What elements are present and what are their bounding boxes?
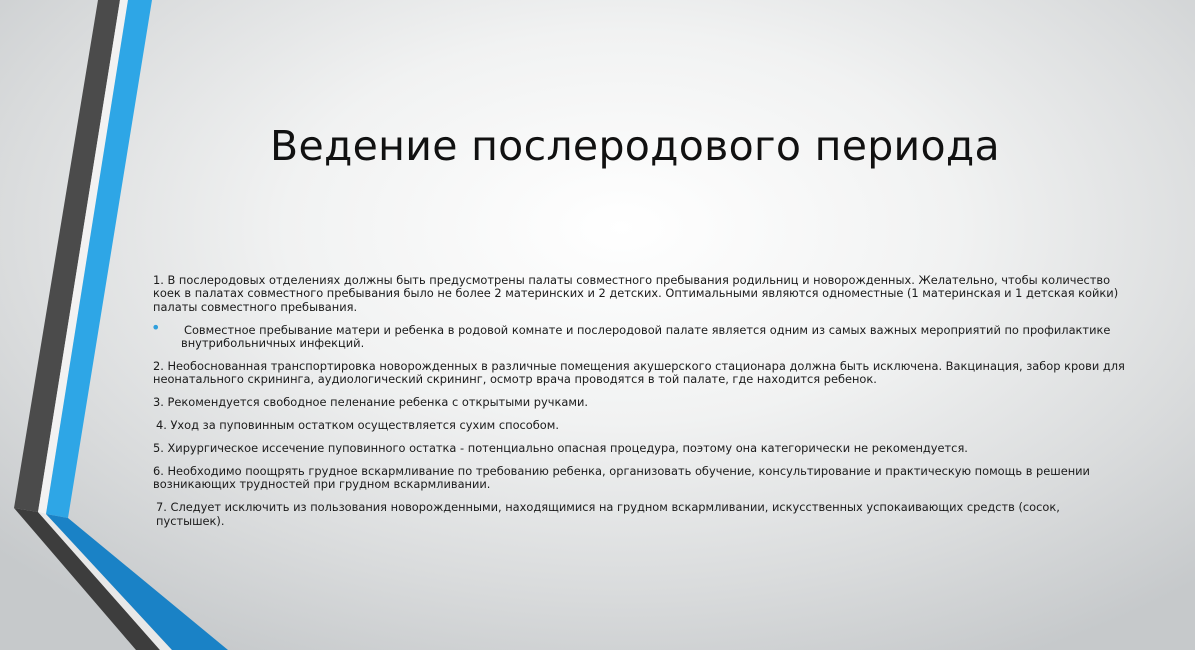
bullet-dot-icon: • (151, 317, 161, 337)
white-gap-lower (38, 512, 172, 650)
paragraph-3: 3. Рекомендуется свободное пеленание ребенка с открытыми ручками. (153, 395, 588, 410)
paragraph-4: 4. Уход за пуповинным остатком осуществляется сухим способом. (156, 418, 559, 433)
paragraph-6: 6. Необходимо поощрять грудное вскармливание по требованию ребенка, организовать обучение, консультирование и практическую помощь в решении возникающих трудностей при грудном вскармливании. (153, 464, 1090, 492)
slide-title: Ведение послеродового периода (270, 122, 1000, 170)
bullet-text: Совместное пребывание матери и ребенка в родовой комнате и послеродовой палате является одним из самых важных мероприятий по профилактике внутрибольничных инфекций. (181, 322, 1111, 351)
white-gap-upper (38, 0, 128, 514)
paragraph-1: 1. В послеродовых отделениях должны быть предусмотрены палаты совместного пребывания родильниц и новорожденных. Желательно, чтобы количество коек в палатах совместного пребывания было не более 2 материнских и 2 детских. Оптимальными являются одноместные (1 материнская и 1 детская койки) палаты совместного пребывания. (153, 273, 1119, 314)
paragraph-2: 2. Необоснованная транспортировка новорожденных в различные помещения акушерского стационара должна быть исключена. Вакцинация, забор крови для неонатального скрининга, аудиологический скрининг, осмотр врача проводятся в той палате, где находится ребенок. (153, 359, 1125, 387)
slide-body (153, 274, 1128, 538)
paragraph-5: 5. Хирургическое иссечение пуповинного остатка - потенциально опасная процедура, поэтому она категорически не рекомендуется. (153, 441, 968, 456)
paragraph-7: 7. Следует исключить из пользования новорожденными, находящимися на грудном вскармливании, искусственных успокаивающих средств (сосок, пустышек). (156, 500, 1060, 528)
bullet-item (151, 317, 1128, 351)
